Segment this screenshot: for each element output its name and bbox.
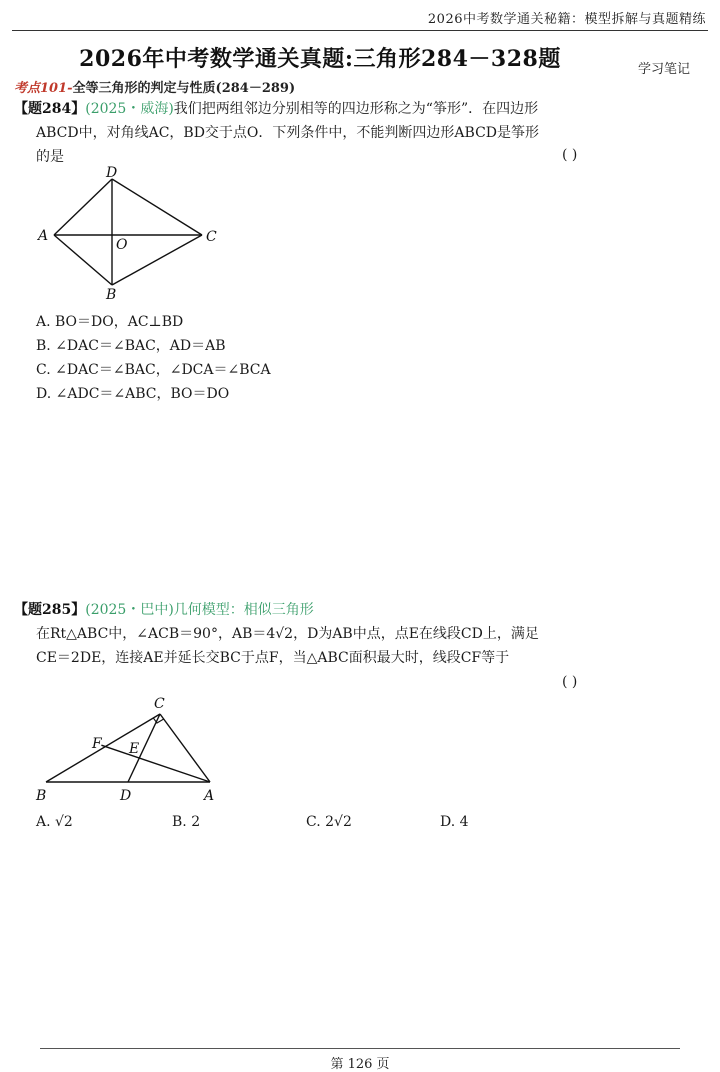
q285-text-line1: 在Rt△ABC中，∠ACB＝90°，AB＝4√2，D为AB中点，点E在线段CD上，满足	[36, 626, 539, 642]
label-d: D	[106, 165, 118, 181]
label-f: F	[92, 736, 102, 752]
segment-af	[101, 745, 210, 782]
q284-text-line1: 我们把两组邻边分别相等的四边形称之为“筝形”．在四边形	[173, 101, 539, 117]
q284-number: 【题284】	[14, 101, 86, 117]
q285-option-d: D. 4	[440, 814, 469, 830]
segment-bc	[46, 714, 160, 782]
label-d: D	[120, 788, 132, 804]
q284-option-a: A. BO＝DO，AC⊥BD	[36, 314, 184, 330]
q285-number: 【题285】	[14, 602, 86, 618]
label-a: A	[38, 228, 49, 244]
q284-answer-paren: ( )	[562, 147, 578, 163]
topic-heading	[14, 77, 295, 96]
q285-text-line2: CE＝2DE，连接AE并延长交BC于点F，当△ABC面积最大时，线段CF等于	[36, 650, 510, 666]
label-c: C	[206, 229, 217, 245]
q284-option-b: B. ∠DAC＝∠BAC，AD＝AB	[36, 338, 226, 354]
header-rule	[12, 30, 708, 31]
q285-option-c: C. 2√2	[306, 814, 352, 830]
q284-first-line	[14, 97, 614, 121]
q284-text-line3: 的是	[36, 149, 64, 165]
q285-answer-paren: ( )	[562, 674, 578, 690]
segment-ad	[54, 179, 112, 235]
q285-option-b: B. 2	[172, 814, 201, 830]
segment-dc	[112, 179, 202, 235]
label-c: C	[154, 696, 165, 712]
label-b: B	[106, 287, 117, 303]
q284-text-line2: ABCD中，对角线AC，BD交于点O．下列条件中，不能判断四边形ABCD是筝形	[36, 125, 540, 141]
segment-ba	[54, 235, 112, 285]
label-b: B	[36, 788, 47, 804]
label-a: A	[204, 788, 215, 804]
running-header: 2026中考数学通关秘籍：模型拆解与真题精练	[427, 12, 706, 27]
topic-text: 全等三角形的判定与性质(284－289)	[72, 81, 296, 96]
footer-rule	[40, 1048, 680, 1049]
q284-option-d: D. ∠ADC＝∠ABC，BO＝DO	[36, 386, 230, 402]
page-number: 第 126 页	[330, 1057, 390, 1072]
segment-ca	[160, 714, 210, 782]
page-title: 2026年中考数学通关真题:三角形284－328题	[79, 46, 561, 72]
label-e: E	[129, 741, 140, 757]
q285-source: (2025・巴中)几何模型：相似三角形	[85, 602, 314, 618]
q284-option-c: C. ∠DAC＝∠BAC，∠DCA＝∠BCA	[36, 362, 271, 378]
q284-kite-figure	[30, 165, 230, 305]
q285-triangle-figure	[30, 690, 230, 808]
study-notes-label: 学习笔记	[637, 62, 690, 77]
q285-heading	[14, 598, 614, 622]
q284-source: (2025・威海)	[85, 101, 174, 117]
topic-tag: 考点101-	[14, 81, 73, 96]
label-o: O	[116, 237, 128, 253]
q285-option-a: A. √2	[36, 814, 73, 830]
